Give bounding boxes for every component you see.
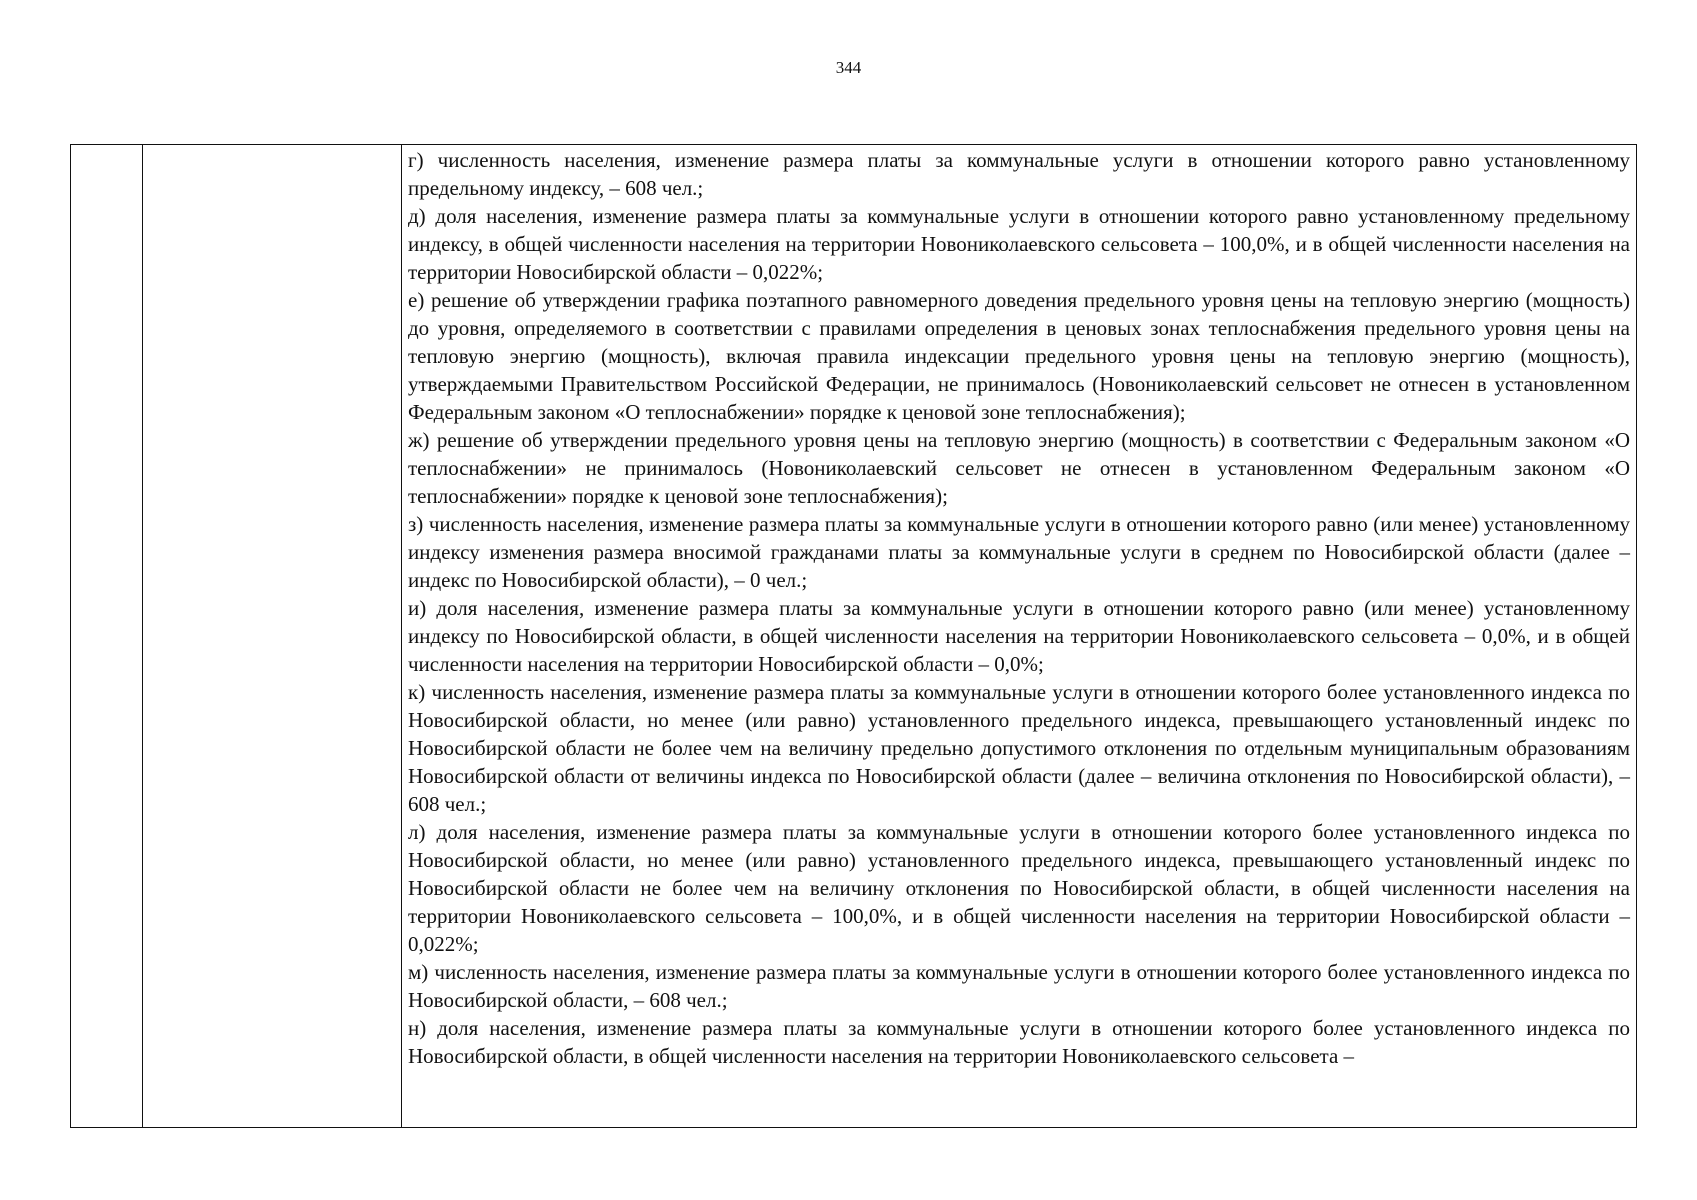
paragraph-n: н) доля населения, изменение размера платы за коммунальные услуги в отношении которого более установленного индекса по Новосибирской области, в общей численности населения на территории Новониколаевского сельсовета – bbox=[408, 1016, 1630, 1068]
document-table bbox=[70, 144, 1637, 1128]
paragraph-e: е) решение об утверждении графика поэтапного равномерного доведения предельного уровня цены на тепловую энергию (мощность) до уровня, определяемого в соответствии с правилами определения в ценовых зонах теплоснабжения предельного уровня цены на тепловую энергию (мощность), включая правила индексации предельного уровня цены на тепловую энергию (мощность), утверждаемыми Правительством Российской Федерации, не принималось (Новониколаевский сельсовет не отнесен в установленном Федеральным законом «О теплоснабжении» порядке к ценовой зоне теплоснабжения); bbox=[408, 288, 1630, 424]
table-row bbox=[71, 145, 1637, 1128]
paragraph-m: м) численность населения, изменение размера платы за коммунальные услуги в отношении которого более установленного индекса по Новосибирской области, – 608 чел.; bbox=[408, 960, 1630, 1012]
paragraph-k: к) численность населения, изменение размера платы за коммунальные услуги в отношении которого более установленного индекса по Новосибирской области, но менее (или равно) установленного предельного индекса, превышающего установленный индекс по Новосибирской области не более чем на величину предельно допустимого отклонения по отдельным муниципальным образованиям Новосибирской области от величины индекса по Новосибирской области (далее – величина отклонения по Новосибирской области), – 608 чел.; bbox=[408, 680, 1630, 816]
paragraph-g: г) численность населения, изменение размера платы за коммунальные услуги в отношении которого равно установленному предельному индексу, – 608 чел.; bbox=[408, 148, 1630, 200]
paragraph-l: л) доля населения, изменение размера платы за коммунальные услуги в отношении которого более установленного индекса по Новосибирской области, но менее (или равно) установленного предельного индекса, превышающего установленный индекс по Новосибирской области не более чем на величину отклонения по Новосибирской области, в общей численности населения на территории Новониколаевского сельсовета – 100,0%, и в общей численности населения на территории Новосибирской области – 0,022%; bbox=[408, 820, 1630, 956]
table-cell-number bbox=[71, 145, 143, 1128]
table-cell-name bbox=[143, 145, 402, 1128]
page-number: 344 bbox=[835, 58, 862, 77]
paragraph-z: з) численность населения, изменение размера платы за коммунальные услуги в отношении которого равно (или менее) установленному индексу изменения размера вносимой гражданами платы за коммунальные услуги в среднем по Новосибирской области (далее – индекс по Новосибирской области), – 0 чел.; bbox=[408, 512, 1630, 592]
paragraph-i: и) доля населения, изменение размера платы за коммунальные услуги в отношении которого равно (или менее) установленному индексу по Новосибирской области, в общей численности населения на территории Новониколаевского сельсовета – 0,0%, и в общей численности населения на территории Новосибирской области – 0,0%; bbox=[408, 596, 1630, 676]
table-cell-content bbox=[402, 145, 1637, 1128]
paragraph-d: д) доля населения, изменение размера платы за коммунальные услуги в отношении которого равно установленному предельному индексу, в общей численности населения на территории Новониколаевского сельсовета – 100,0%, и в общей численности населения на территории Новосибирской области – 0,022%; bbox=[408, 204, 1630, 284]
paragraph-zh: ж) решение об утверждении предельного уровня цены на тепловую энергию (мощность) в соответствии с Федеральным законом «О теплоснабжении» не принималось (Новониколаевский сельсовет не отнесен в установленном Федеральным законом «О теплоснабжении» порядке к ценовой зоне теплоснабжения); bbox=[408, 428, 1630, 508]
